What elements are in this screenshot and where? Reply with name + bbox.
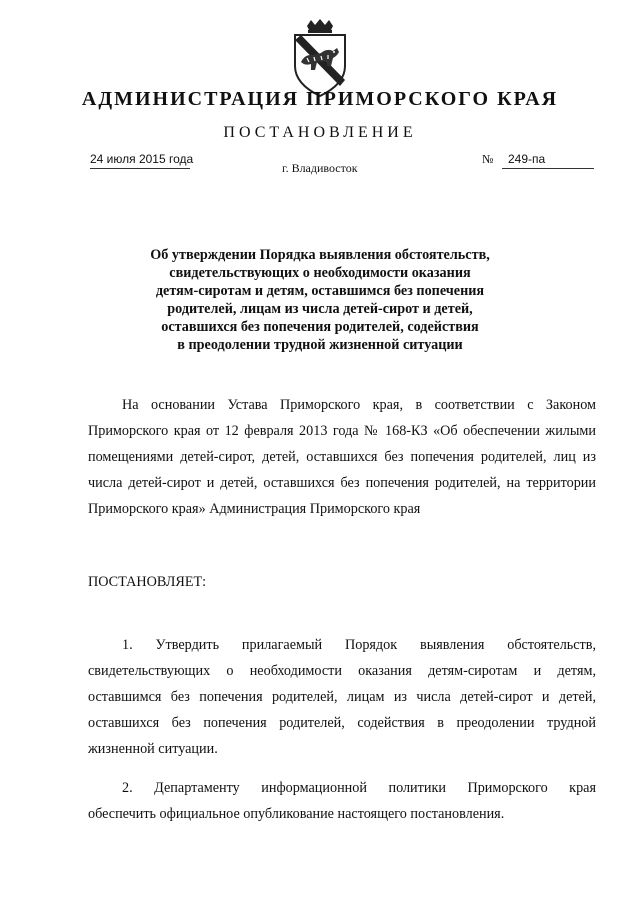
decree-word: ПОСТАНОВЛЯЕТ: [88,574,207,590]
paragraph-line: Приморского края» Администрация Приморского края [88,501,421,517]
paragraph-line: числа детей-сирот и детей, оставшихся без попечения родителей, на территории [88,475,596,491]
coat-of-arms-icon [287,18,353,98]
document-city: г. Владивосток [282,161,358,175]
paragraph-line: свидетельствующих о необходимости оказания детям-сиротам и детям, [88,663,596,679]
number-sign: № [482,152,494,166]
heading-line: в преодолении трудной жизненной ситуации [177,337,463,353]
document-number: 249-па [502,152,594,169]
paragraph-line: обеспечить официальное опубликование настоящего постановления. [88,806,505,822]
heading-line: родителей, лицам из числа детей-сирот и детей, [167,301,473,317]
heading-line: Об утверждении Порядка выявления обстоятельств, [150,247,490,263]
paragraph-line: оставшимся без попечения родителей, лицам из числа детей-сирот и детей, [88,689,596,705]
paragraph-line: оставшихся без попечения родителей, содействия в преодолении трудной [88,715,596,731]
preamble-paragraph [88,392,596,522]
document-heading [110,246,530,354]
paragraph-line: 2. Департаменту информационной политики Приморского края [122,780,596,796]
paragraph-line: помещениями детей-сирот, детей, оставшихся без попечения родителей, лиц из [88,449,596,465]
paragraph-line: Приморского края от 12 февраля 2013 года № 168-КЗ «Об обеспечении жилыми [88,423,596,439]
document-number-field [482,152,596,169]
paragraph-line: На основании Устава Приморского края, в соответствии с Законом [122,397,596,413]
heading-line: оставшихся без попечения родителей, содействия [161,319,479,335]
heading-line: детям-сиротам и детям, оставшимся без попечения [155,283,485,299]
item-2-paragraph [88,775,596,827]
organization-title: АДМИНИСТРАЦИЯ ПРИМОРСКОГО КРАЯ [81,88,559,110]
document-type: ПОСТАНОВЛЕНИЕ [223,124,417,141]
paragraph-line: жизненной ситуации. [88,741,218,757]
document-date: 24 июля 2015 года [90,152,190,169]
heading-line: свидетельствующих о необходимости оказания [169,265,471,281]
item-1-paragraph [88,632,596,762]
paragraph-line: 1. Утвердить прилагаемый Порядок выявления обстоятельств, [122,637,596,653]
